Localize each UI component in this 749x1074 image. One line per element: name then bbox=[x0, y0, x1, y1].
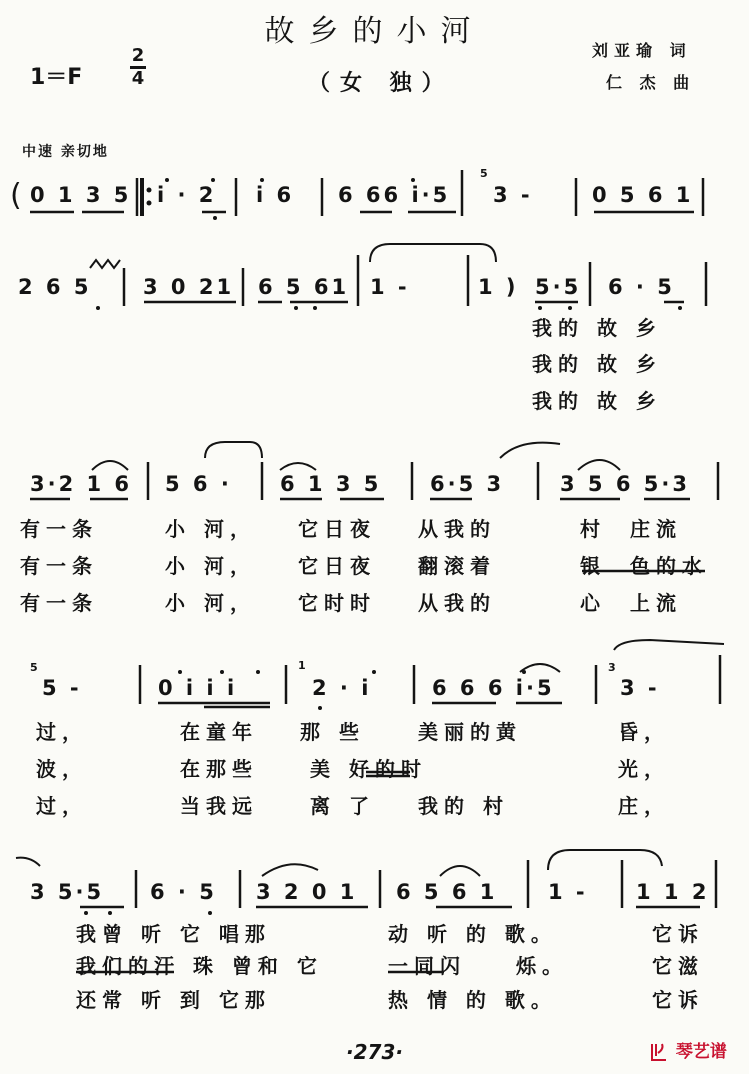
key-signature: 1＝F bbox=[30, 65, 83, 90]
lyric-word: 在那些 bbox=[180, 757, 258, 781]
measure-8: 3 0 21 bbox=[143, 275, 235, 299]
lyric-word: 小 河， bbox=[165, 591, 256, 615]
lyric-line: 我的 故 乡 bbox=[532, 352, 662, 376]
lyric-word: 小 河， bbox=[165, 554, 256, 578]
lyric-word: 它滋 bbox=[652, 954, 704, 978]
measure-18: 5 - bbox=[42, 676, 82, 700]
lyric-word: 它诉 bbox=[652, 988, 704, 1012]
lyric-word: 过， bbox=[36, 794, 88, 818]
lyric-word: 还常 听 到 它那 bbox=[76, 988, 271, 1012]
lyric-word: 心 bbox=[580, 591, 606, 615]
lyric-word: 它诉 bbox=[652, 922, 704, 946]
underlines bbox=[30, 212, 705, 972]
lyric-word: 有一条 bbox=[20, 554, 98, 578]
measure-20: 2 · i bbox=[312, 676, 372, 700]
bar-lines bbox=[124, 167, 720, 908]
lyric-word: 色的水 bbox=[630, 554, 708, 578]
measure-24: 6 · 5 bbox=[150, 880, 217, 904]
measure-3: i 6 bbox=[256, 183, 295, 207]
measure-19: 0 i i i bbox=[158, 676, 238, 700]
measure-21: 6 6 6 i·5 bbox=[432, 676, 555, 700]
lyric-word: 昏， bbox=[618, 720, 670, 744]
lyric-word: 动 听 的 歌。 bbox=[388, 922, 557, 946]
lyric-word: 我的 村 bbox=[418, 794, 509, 818]
lyric-word: 美 好的时 bbox=[310, 757, 427, 781]
lyric-word: 从我的 bbox=[418, 591, 496, 615]
measure-7: 2 6 5 bbox=[18, 275, 92, 299]
measure-16: 6·5 3 bbox=[430, 472, 505, 496]
page-number: ·273· bbox=[346, 1040, 403, 1064]
lyric-word: 在童年 bbox=[180, 720, 258, 744]
lyric-word: 光， bbox=[618, 757, 670, 781]
measure-15: 6 1 3 5 bbox=[280, 472, 382, 496]
lyric-word: 热 情 的 歌。 bbox=[388, 988, 557, 1012]
measure-6: 0 5 6 1 bbox=[592, 183, 694, 207]
song-title: 故乡的小河 bbox=[264, 14, 485, 49]
measure-1: 0 1 3 5 bbox=[30, 183, 132, 207]
lyric-word: 它日夜 bbox=[298, 554, 376, 578]
measure-11: 5·5 bbox=[535, 275, 582, 299]
measure-5: 3 - bbox=[493, 183, 533, 207]
lyric-line: 我的 故 乡 bbox=[532, 389, 662, 413]
measure-10: 1 - bbox=[370, 275, 410, 299]
lyric-word: 我们的汗 珠 曾和 它 bbox=[76, 954, 323, 978]
time-denominator: 4 bbox=[131, 68, 145, 89]
measure-17: 3 5 6 5·3 bbox=[560, 472, 690, 496]
lyric-word: 庄流 bbox=[630, 517, 682, 541]
lyric-word: 翻滚着 bbox=[418, 554, 496, 578]
grace-note: 3 bbox=[608, 661, 616, 674]
lyric-word: 庄， bbox=[618, 794, 670, 818]
measure-4: 6 66 i·5 bbox=[338, 183, 451, 207]
lyric-word: 美丽的黄 bbox=[418, 720, 522, 744]
repeat-dots bbox=[147, 188, 152, 206]
song-subtitle: （女 独） bbox=[308, 71, 454, 96]
lyric-word: 波， bbox=[36, 757, 88, 781]
measure-2: i · 2 bbox=[157, 183, 217, 207]
measure-22: 3 - bbox=[620, 676, 660, 700]
lyric-word: 一同闪 bbox=[388, 954, 466, 978]
measure-25: 3 2 0 1 bbox=[256, 880, 358, 904]
lyric-word: 过， bbox=[36, 720, 88, 744]
measure-12: 6 · 5 bbox=[608, 275, 675, 299]
measure-28: 1 1 2 bbox=[636, 880, 710, 904]
tempo-marking: 中速 亲切地 bbox=[22, 144, 109, 160]
ornament-mordent bbox=[90, 260, 120, 268]
measure-27: 1 - bbox=[548, 880, 588, 904]
measure-26: 6 5 6 1 bbox=[396, 880, 498, 904]
measure-9: 6 5 61 bbox=[258, 275, 350, 299]
watermark-text: 琴艺谱 bbox=[675, 1042, 727, 1062]
lyric-word: 当我远 bbox=[180, 794, 258, 818]
lyric-word: 它日夜 bbox=[298, 517, 376, 541]
lyric-word: 小 河， bbox=[165, 517, 256, 541]
lyric-word: 从我的 bbox=[418, 517, 496, 541]
intro-end: 1 ) bbox=[478, 275, 519, 299]
lyric-line: 我的 故 乡 bbox=[532, 316, 662, 340]
octave-dots bbox=[84, 178, 682, 915]
slurs bbox=[16, 244, 724, 876]
lyric-word: 离 了 bbox=[310, 794, 375, 818]
composer-credit: 仁 杰 曲 bbox=[606, 73, 696, 92]
intro-open-paren: ( bbox=[10, 178, 25, 213]
lyricist-credit: 刘亚瑜 词 bbox=[592, 41, 692, 60]
lyric-word: 它时时 bbox=[298, 591, 376, 615]
measure-14: 5 6 · bbox=[165, 472, 232, 496]
grace-note: 1 bbox=[298, 659, 306, 672]
grace-note: 5 bbox=[480, 167, 488, 180]
measure-13: 3·2 1 6 bbox=[30, 472, 133, 496]
lyric-word: 银 bbox=[580, 554, 606, 578]
grace-note: 5 bbox=[30, 661, 38, 674]
lyric-word: 村 bbox=[580, 517, 606, 541]
lyric-word: 我曾 听 它 唱那 bbox=[76, 922, 271, 946]
lyric-word: 烁。 bbox=[516, 954, 568, 978]
lyric-word: 有一条 bbox=[20, 517, 98, 541]
time-numerator: 2 bbox=[131, 45, 145, 66]
lyric-word: 上流 bbox=[630, 591, 682, 615]
lyric-word: 有一条 bbox=[20, 591, 98, 615]
lyric-word: 那 些 bbox=[300, 720, 365, 744]
measure-23: 3 5·5 bbox=[30, 880, 105, 904]
